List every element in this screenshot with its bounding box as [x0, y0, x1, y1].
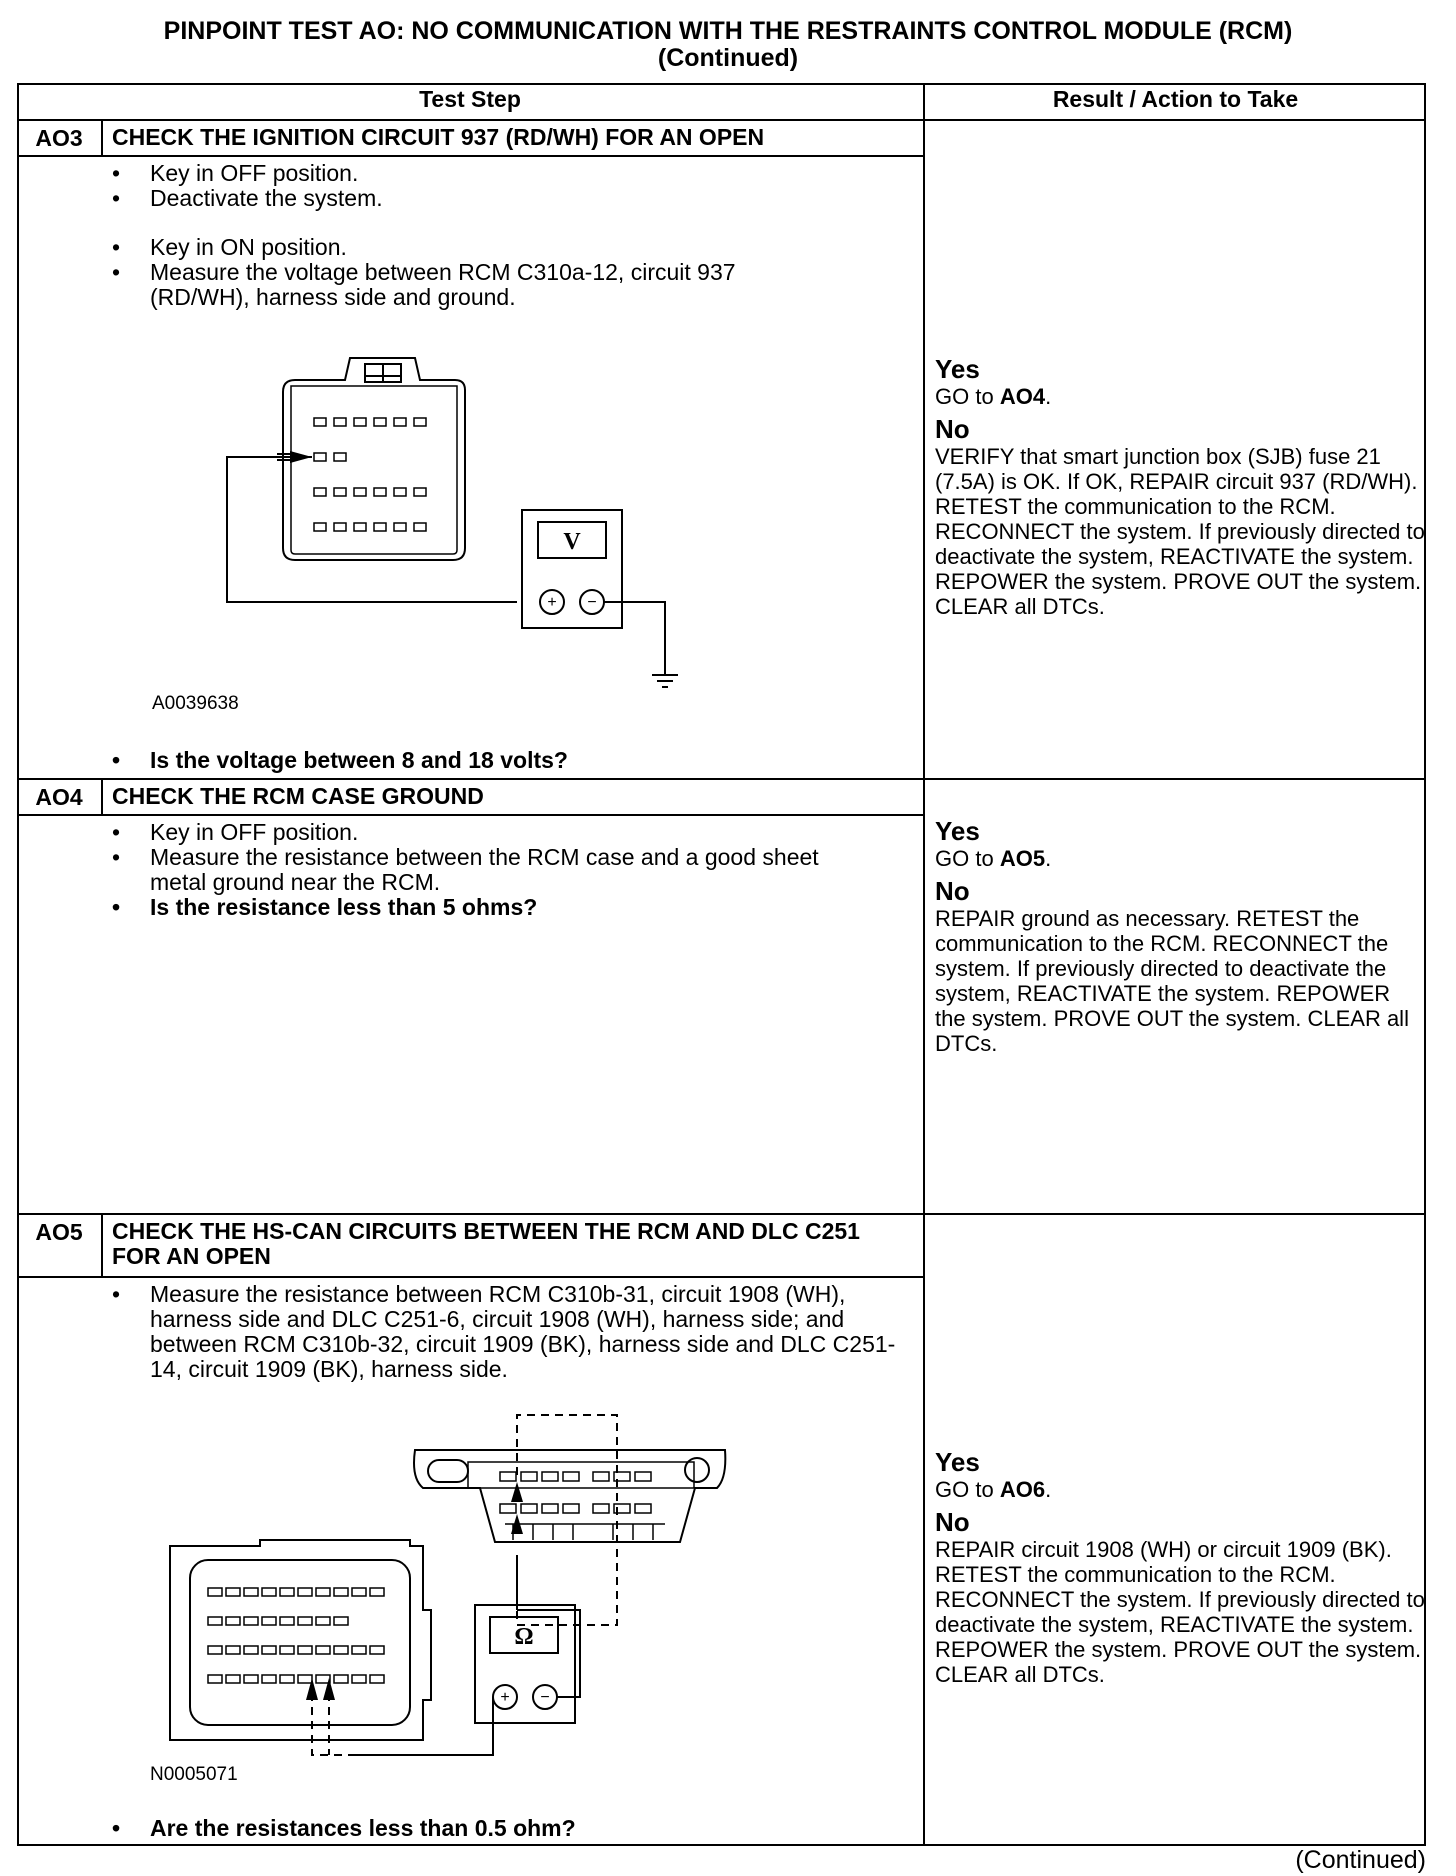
ao3-yes-action: GO to: [935, 384, 994, 409]
header-rule: [17, 119, 1426, 121]
rcm-connector-c310b: [170, 1540, 431, 1740]
ao5-question-list: [112, 1816, 892, 1841]
ao5-question: • Are the resistances less than 0.5 ohm?: [112, 1816, 892, 1841]
ao4-no-label: No: [935, 876, 970, 906]
ao4-yes-target: AO5: [999, 846, 1046, 871]
svg-text:+: +: [500, 1689, 510, 1706]
page-title: [0, 18, 1456, 72]
connector-pins: [314, 418, 426, 531]
ao5-step-id: AO5: [35, 1219, 83, 1245]
svg-text:−: −: [540, 1689, 550, 1706]
ao5-diagram: [165, 1410, 765, 1770]
svg-text:+: +: [547, 594, 557, 611]
ao5-meter-label: Ω: [514, 1624, 534, 1650]
ao5-yes-target: AO6: [999, 1477, 1046, 1502]
ao4-step-1: • Key in OFF position.: [112, 820, 852, 845]
ao5-no-label: No: [935, 1507, 970, 1537]
ao5-step-list: [112, 1282, 902, 1382]
ao3-step-1: • Key in OFF position.: [112, 161, 812, 186]
ao4-id-divider: [101, 778, 103, 814]
column-divider: [923, 83, 925, 1846]
ao3-step-3: • Key in ON position.: [112, 235, 812, 260]
ao4-no-action: REPAIR ground as necessary. RETEST the communication to the RCM. RECONNECT the system. If previously directed to deactivate the system, REACTIVATE the system. REPOWER the system. PROVE OUT the system. CLEAR all DTCs.: [935, 906, 1409, 1056]
ao3-yes-text: GO to AO4.: [935, 384, 1052, 409]
ao4-yes-action: GO to: [935, 846, 994, 871]
header-test-step: Test Step: [419, 86, 521, 112]
ao4-heading-rule: [17, 814, 923, 816]
ao3-heading-rule: [17, 155, 923, 157]
ao5-step-1: • Measure the resistance between RCM C310b-31, circuit 1908 (WH), harness side and DLC C251-6, circuit 1908 (WH), harness side; and between RCM C310b-32, circuit 1909 (BK), harness side and DLC C251-14, circuit 1909 (BK), harness side.: [112, 1282, 902, 1382]
ao3-meter-label: V: [563, 529, 581, 555]
ao4-question: • Is the resistance less than 5 ohms?: [112, 895, 852, 920]
ao5-figure-id: N0005071: [150, 1764, 238, 1785]
ao3-yes-target: AO4: [999, 384, 1046, 409]
page-title-line2: (Continued): [657, 44, 799, 72]
ao4-step-id: AO4: [35, 784, 83, 810]
ao4-result: [935, 817, 1425, 1056]
ao4-heading: CHECK THE RCM CASE GROUND: [112, 783, 484, 809]
ao3-question: • Is the voltage between 8 and 18 volts?: [112, 748, 892, 773]
ao3-result: [935, 355, 1425, 619]
ao4-yes-text: GO to AO5.: [935, 846, 1052, 871]
header-result: Result / Action to Take: [1052, 86, 1299, 112]
dlc-connector-c251: [414, 1450, 725, 1542]
row-rule-ao5: [17, 1213, 1426, 1215]
row-rule-ao4: [17, 778, 1426, 780]
ao3-no-action: VERIFY that smart junction box (SJB) fuse 21 (7.5A) is OK. If OK, REPAIR circuit 937 (RD/WH). RETEST the communication to the RCM. RECONNECT the system. If previously directed to deactivate the system, REACTIVATE the system. REPOWER the system. PROVE OUT the system. CLEAR all DTCs.: [935, 444, 1425, 619]
ao3-step-id: AO3: [35, 125, 83, 151]
ao3-step-2: • Deactivate the system.: [112, 186, 812, 211]
ao4-step-list: [112, 820, 852, 920]
dlc-pins: [500, 1472, 651, 1513]
ao3-no-label: No: [935, 414, 970, 444]
ao3-figure-id: A0039638: [152, 693, 239, 714]
ao5-heading: CHECK THE HS-CAN CIRCUITS BETWEEN THE RCM AND DLC C251 FOR AN OPEN: [112, 1218, 860, 1269]
svg-text:−: −: [587, 594, 597, 611]
ao5-yes-text: GO to AO6.: [935, 1477, 1052, 1502]
ao5-id-divider: [101, 1213, 103, 1276]
ao5-no-action: REPAIR circuit 1908 (WH) or circuit 1909 (BK). RETEST the communication to the RCM. RECONNECT the system. If previously directed to deactivate the system, REACTIVATE the system. REPOWER the system. PROVE OUT the system. CLEAR all DTCs.: [935, 1537, 1425, 1687]
continued-note: (Continued): [1295, 1846, 1426, 1874]
ao3-step-4: • Measure the voltage between RCM C310a-12, circuit 937 (RD/WH), harness side and ground.: [112, 260, 812, 310]
ao4-step-2: • Measure the resistance between the RCM case and a good sheet metal ground near the RCM.: [112, 845, 852, 895]
ao3-diagram: [215, 350, 685, 695]
ao5-yes-action: GO to: [935, 1477, 994, 1502]
rcm-pins: [208, 1588, 384, 1683]
ao3-heading: CHECK THE IGNITION CIRCUIT 937 (RD/WH) FOR AN OPEN: [112, 124, 765, 150]
page-title-line1: PINPOINT TEST AO: NO COMMUNICATION WITH THE RESTRAINTS CONTROL MODULE (RCM): [163, 17, 1293, 45]
ao5-result: [935, 1448, 1425, 1687]
ao3-step-list: [112, 161, 812, 310]
ao3-question-list: [112, 748, 892, 773]
ao3-id-divider: [101, 119, 103, 155]
ao5-heading-rule: [17, 1276, 923, 1278]
ao4-yes-label: Yes: [935, 816, 980, 846]
ao3-yes-label: Yes: [935, 354, 980, 384]
ao5-yes-label: Yes: [935, 1447, 980, 1477]
